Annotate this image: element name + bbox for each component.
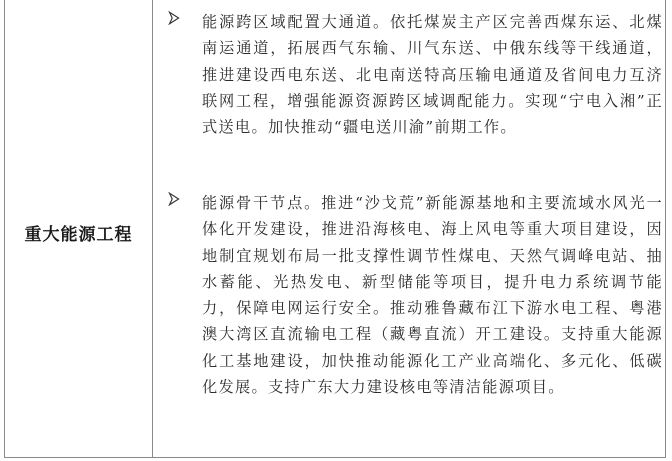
item-text: 能源跨区域配置大通道。依托煤炭主产区完善西煤东运、北煤南运通道，拓展西气东输、川气东送、中俄东线等干线通道，推进建设西电东送、北电南送特高压输电通道及省间电力互济联网工程，增强能源资源跨区域调配能力。实现“宁电入湘”正式送电。加快推动“疆电送川渝”前期工作。 (202, 13, 663, 137)
list-item-energy-corridors (154, 9, 663, 140)
hollow-arrow-bullet-icon (168, 11, 182, 27)
item-text: 能源骨干节点。推进“沙戈荒”新能源基地和主要流域水风光一体化开发建设，推进沿海核电、海上风电等重大项目建设，因地制宜规划布局一批支撑性调节性煤电、天然气调峰电站、抽水蓄能、光热发电、新型储能等项目，提升电力系统调节能力，保障电网运行安全。推动雅鲁藏布江下游水电工程、粤港澳大湾区直流输电工程（藏粤直流）开工建设。支持重大能源化工基地建设，加快推动能源化工产业高端化、多元化、低碳化发展。支持广东大力建设核电等清洁能源项目。 (202, 194, 663, 397)
hollow-arrow-bullet-icon (168, 192, 182, 208)
category-label: 重大能源工程 (24, 225, 133, 245)
content-cell (154, 0, 663, 457)
energy-projects-table (4, 0, 666, 458)
list-item-energy-nodes (154, 190, 663, 400)
category-cell (5, 0, 153, 457)
